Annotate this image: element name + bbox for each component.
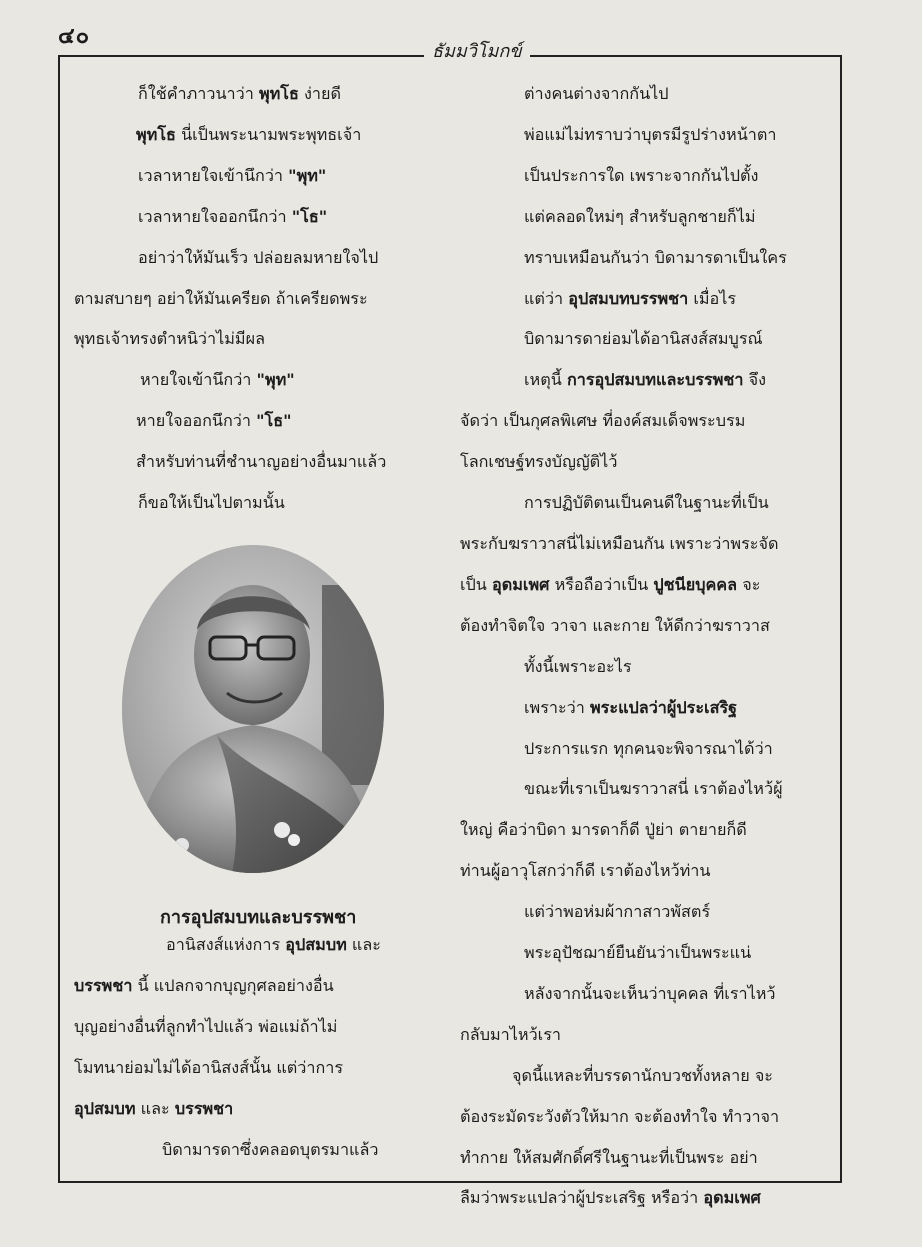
right-line: ต้องระมัดระวังตัวให้มาก จะต้องทำใจ ทำวาจา [460,1106,780,1126]
right-line: แต่คลอดใหม่ๆ สำหรับลูกชายก็ไม่ [524,206,756,226]
left-line: ตามสบายๆ อย่าให้มันเครียด ถ้าเครียดพระ [74,288,368,308]
left-column [74,74,446,524]
right-line: ทำกาย ให้สมศักดิ์ศรีในฐานะที่เป็นพระ อย่า [460,1147,758,1167]
page-number: ๔๐ [58,23,91,49]
left-section-line: อุปสมบท และ บรรพชา [74,1098,234,1118]
right-line: พ่อแม่ไม่ทราบว่าบุตรมีรูปร่างหน้าตา [524,124,777,144]
left-section-line: บุญอย่างอื่นที่ลูกทำไปแล้ว พ่อแม่ถ้าไม่ [74,1016,338,1036]
right-line: โลกเชษฐ์ทรงบัญญัติไว้ [460,452,618,472]
right-line: การปฏิบัติตนเป็นคนดีในฐานะที่เป็น [524,493,769,513]
section-heading: การอุปสมบทและบรรพชา [160,907,357,928]
right-line: ต้องทำจิตใจ วาจา และกาย ให้ดีกว่าฆราวาส [460,615,770,635]
left-section-line: บิดามารดาซึ่งคลอดบุตรมาแล้ว [162,1139,379,1159]
right-line: ท่านผู้อาวุโสกว่าก็ดี เราต้องไหว้ท่าน [460,861,711,881]
right-line: กลับมาไหว้เรา [460,1024,561,1044]
right-line: หลังจากนั้นจะเห็นว่าบุคคล ที่เราไหว้ [524,983,776,1003]
left-line: หายใจเข้านึกว่า "พุท" [140,370,295,390]
right-line: แต่ว่าพอห่มผ้ากาสาวพัสตร์ [524,902,711,922]
running-head: ธัมมวิโมกข์ [424,36,530,65]
right-line: ใหญ่ คือว่าบิดา มารดาก็ดี ปู่ย่า ตายายก็ดี [460,820,747,840]
left-section-line: บรรพชา นี้ แปลกจากบุญกุศลอย่างอื่น [74,975,334,995]
right-line: แต่ว่า อุปสมบทบรรพชา เมื่อไร [524,288,737,308]
right-line: พระกับฆราวาสนี่ไม่เหมือนกัน เพราะว่าพระจัด [460,533,779,553]
right-line: เหตุนี้ การอุปสมบทและบรรพชา จึง [524,370,767,390]
left-line: ก็ขอให้เป็นไปตามนั้น [138,493,285,513]
right-line: เป็น อุดมเพศ หรือถือว่าเป็น ปูชนียบุคคล จะ [460,574,761,594]
right-column [460,74,822,1219]
left-line: เวลาหายใจเข้านึกว่า "พุท" [138,165,327,185]
right-line: ต่างคนต่างจากกันไป [524,84,669,103]
right-line: ทั้งนี้เพราะอะไร [524,656,632,676]
left-line: ก็ใช้คำภาวนาว่า พุทโธ ง่ายดี [138,84,342,103]
right-line: ทราบเหมือนกันว่า บิดามารดาเป็นใคร [524,247,787,267]
left-section-line: อานิสงส์แห่งการ อุปสมบท และ [166,935,381,954]
right-line: ขณะที่เราเป็นฆราวาสนี่ เราต้องไหว้ผู้ [524,779,783,799]
right-line: เป็นประการใด เพราะจากกันไปตั้ง [524,165,759,185]
right-line: จุดนี้แหละที่บรรดานักบวชทั้งหลาย จะ [512,1065,773,1085]
right-line: เพราะว่า พระแปลว่าผู้ประเสริฐ [524,697,738,717]
right-line: จัดว่า เป็นกุศลพิเศษ ที่องค์สมเด็จพระบรม [460,411,746,431]
left-line: พุทธเจ้าทรงตำหนิว่าไม่มีผล [74,329,266,349]
left-line: สำหรับท่านที่ชำนาญอย่างอื่นมาแล้ว [136,452,387,472]
left-line: พุทโธ นี่เป็นพระนามพระพุทธเจ้า [136,124,362,144]
right-line: พระอุปัชฌาย์ยืนยันว่าเป็นพระแน่ [524,943,752,963]
monk-portrait-photo [122,545,384,873]
left-column-section [74,925,446,1170]
left-line: เวลาหายใจออกนึกว่า "โธ" [138,206,328,226]
right-line: บิดามารดาย่อมได้อานิสงส์สมบูรณ์ [524,329,763,349]
left-line: หายใจออกนึกว่า "โธ" [136,411,292,431]
right-line: ประการแรก ทุกคนจะพิจารณาได้ว่า [524,738,773,758]
right-line: ลืมว่าพระแปลว่าผู้ประเสริฐ หรือว่า อุดมเพศ [460,1188,761,1208]
left-line: อย่าว่าให้มันเร็ว ปล่อยลมหายใจไป [138,247,379,267]
left-section-line: โมทนาย่อมไม่ได้อานิสงส์นั้น แต่ว่าการ [74,1057,344,1077]
